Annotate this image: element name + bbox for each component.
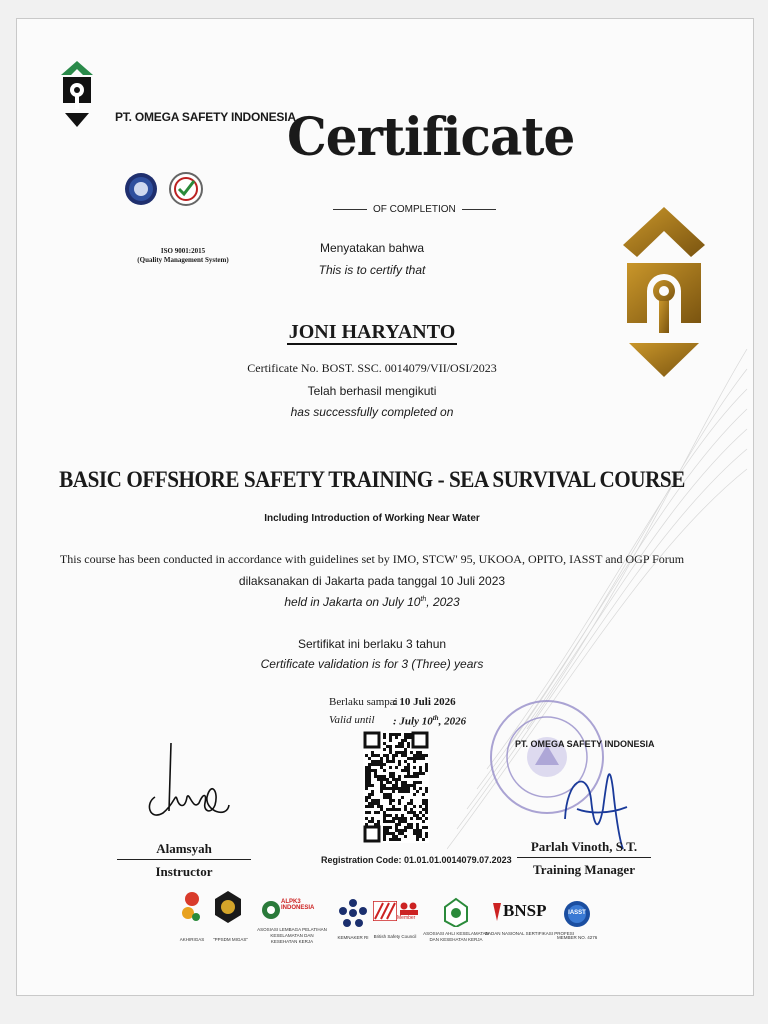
certificate-subtitle: OF COMPLETION — [373, 204, 456, 215]
held-en-sup: th — [420, 596, 427, 603]
qr-code[interactable] — [363, 731, 429, 843]
iasst-title: IASST — [568, 910, 586, 916]
validation-id: Sertifikat ini berlaku 3 tahun — [297, 637, 447, 651]
completed-id: Telah berhasil mengikuti — [307, 384, 437, 398]
valid-until-value-id: : 10 Juli 2026 — [393, 696, 456, 708]
recipient-name-wrapper — [0, 321, 762, 344]
alpk3-icon — [261, 897, 281, 923]
a2k3-label: ASOSIASI AHLI KESELAMATAN DAN KESEHATAN KERJA — [423, 931, 489, 942]
bnsp-logo — [485, 901, 575, 951]
bsc-label: British Safety Council — [373, 934, 417, 939]
manager-signature-line — [517, 857, 651, 858]
instructor-role: Instructor — [155, 864, 213, 879]
iso-badge-icon — [123, 159, 159, 219]
kemnaker-icon — [337, 897, 369, 929]
registration-code: Registration Code: 01.01.01.0014079.07.2023 — [321, 855, 512, 865]
a2k3-logo — [425, 897, 487, 947]
held-en — [0, 595, 762, 609]
recipient-name: JONI HARYANTO — [288, 321, 456, 343]
iso-standard: ISO 9001:2015 — [160, 247, 206, 255]
omega-logo-gold-icon — [621, 205, 707, 381]
alpk3-title: ALPK3 INDONESIA — [281, 899, 315, 911]
certificate-sheet — [16, 18, 754, 996]
omega-logo-small-icon — [59, 61, 95, 131]
instructor-signature — [141, 741, 241, 837]
ppsdm-logo — [213, 889, 248, 942]
certification-badge-icon — [167, 159, 205, 219]
manager-name: Parlah Vinoth, S.T. — [530, 839, 638, 854]
certify-en: This is to certify that — [318, 263, 426, 277]
bsc-icon — [373, 901, 397, 921]
completed-en: has successfully completed on — [290, 405, 454, 419]
alpk3-logo — [257, 897, 331, 947]
company-name: PT. OMEGA SAFETY INDONESIA — [115, 110, 296, 124]
bsc-member: Member — [397, 915, 416, 921]
valid-en-sup: th — [432, 714, 439, 722]
manager-role: Training Manager — [533, 862, 635, 877]
subtitle-line-right — [462, 209, 496, 210]
course-subtitle: Including Introduction of Working Near Water — [264, 513, 480, 524]
iasst-logo — [557, 899, 598, 949]
a2k3-icon — [425, 897, 487, 927]
valid-until-value-en — [393, 714, 466, 728]
held-en-prefix: held in Jakarta on July 10 — [284, 595, 421, 609]
ppsdm-icon — [213, 889, 243, 925]
held-en-suffix: , 2023 — [426, 595, 460, 609]
akhirigas-icon — [177, 889, 207, 925]
valid-en-prefix: : July 10 — [393, 715, 433, 728]
bsc-member-icon — [399, 901, 419, 915]
valid-until-label-id: Berlaku sampai — [329, 696, 398, 708]
kemnaker-logo — [337, 897, 369, 947]
bnsp-title: BNSP — [503, 901, 547, 920]
certificate-title: Certificate — [287, 105, 575, 168]
alpk3-label: ASOSIASI LEMBAGA PELATIHAN KESELAMATAN DAN KESEHATAN KERJA — [257, 927, 327, 944]
bsc-logo — [373, 901, 421, 951]
certificate-number: Certificate No. BOST. SSC. 0014079/VII/OSI/2023 — [247, 361, 497, 375]
kemnaker-label: KEMNAKER RI — [337, 935, 369, 940]
ppsdm-label: "PPSDM MIGAS" — [213, 937, 248, 942]
guidelines-text: This course has been conducted in accordance with guidelines set by IMO, STCW' 95, UKOOA, OPITO, IASST and OGP Forum — [59, 552, 685, 566]
course-title: BASIC OFFSHORE SAFETY TRAINING - SEA SURVIVAL COURSE — [59, 467, 685, 492]
held-id: dilaksanakan di Jakarta pada tanggal 10 Juli 2023 — [238, 574, 506, 588]
subtitle-row — [333, 204, 496, 215]
valid-en-suffix: , 2026 — [438, 715, 467, 728]
validation-en: Certificate validation is for 3 (Three) years — [260, 657, 484, 671]
instructor-name: Alamsyah — [156, 841, 212, 856]
akhirigas-label: AKHIRIGAS — [179, 937, 205, 942]
instructor-signature-line — [117, 859, 251, 860]
stamp-company: PT. OMEGA SAFETY INDONESIA — [515, 739, 655, 749]
iso-system: (Quality Management System) — [137, 256, 229, 264]
iasst-label: MEMBER NO. 4276 — [557, 935, 598, 940]
bnsp-icon — [491, 901, 503, 923]
akhirigas-logo — [177, 889, 207, 942]
certify-id: Menyatakan bahwa — [319, 241, 425, 255]
bnsp-label: BADAN NASIONAL SERTIFIKASI PROFESI — [485, 931, 575, 936]
subtitle-line-left — [333, 209, 367, 210]
valid-until-label-en: Valid until — [329, 714, 375, 726]
